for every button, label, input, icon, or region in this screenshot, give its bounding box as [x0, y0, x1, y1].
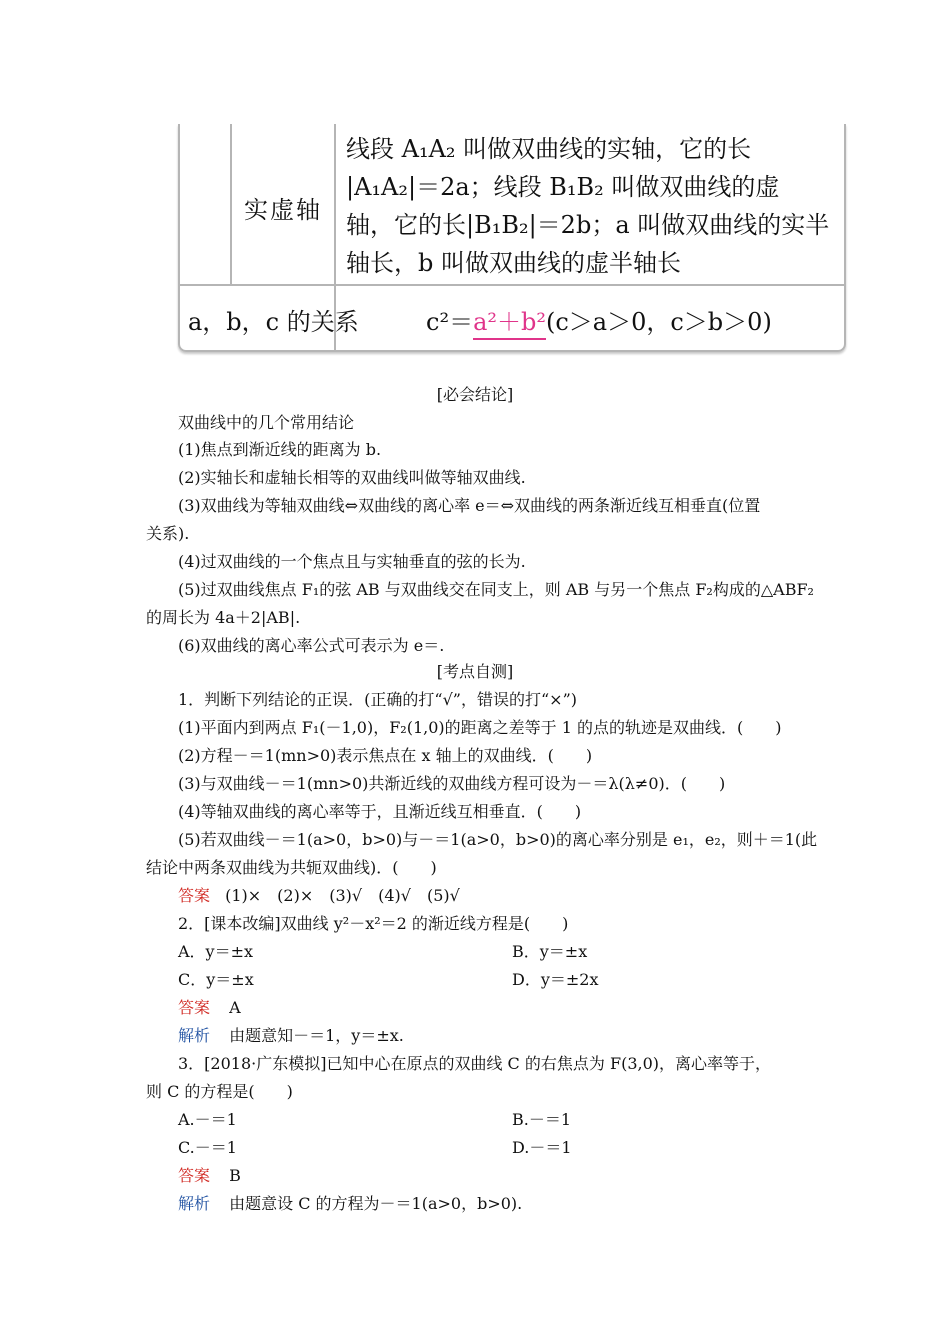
conclusion-item: (4)过双曲线的一个焦点且与实轴垂直的弦的长为.	[178, 552, 526, 571]
question-2-option-b: B．y＝±x	[512, 942, 588, 961]
answer-label: 答案	[178, 1166, 211, 1185]
conclusion-item: (1)焦点到渐近线的距离为 b.	[178, 440, 382, 459]
conclusion-item: 的周长为 4a＋2|AB|.	[146, 608, 301, 627]
question-2-option-c: C．y＝±x	[178, 970, 254, 989]
question-1-answer	[178, 883, 460, 906]
conclusion-item: 关系).	[146, 524, 190, 543]
question-1-item: (4)等轴双曲线的离心率等于，且渐近线互相垂直．( )	[178, 802, 582, 821]
question-1-item: (5)若双曲线－＝1(a>0，b>0)与－＝1(a>0，b>0)的离心率分别是 e₁，e₂，则＋＝1(此	[178, 830, 818, 849]
answer-label: 答案	[178, 886, 211, 905]
question-2-option-d: D．y＝±2x	[512, 970, 599, 989]
question-1-item: 结论中两条双曲线为共轭双曲线)．( )	[146, 858, 437, 877]
conclusion-item: (2)实轴长和虚轴长相等的双曲线叫做等轴双曲线.	[178, 468, 526, 487]
conclusion-item: (3)双曲线为等轴双曲线⇔双曲线的离心率 e＝⇔双曲线的两条渐近线互相垂直(位置	[178, 496, 761, 515]
question-2-analysis	[178, 1023, 404, 1046]
conclusion-item: (5)过双曲线焦点 F₁的弦 AB 与双曲线交在同支上，则 AB 与另一个焦点 F₂构成的△ABF₂	[178, 580, 814, 599]
conclusion-item: (6)双曲线的离心率公式可表示为 e＝.	[178, 636, 445, 655]
question-3-option-a: A.－＝1	[178, 1110, 237, 1129]
analysis-text: 由题意知－＝1，y＝±x.	[229, 1026, 404, 1045]
property-table	[178, 124, 846, 352]
question-2-option-a: A．y＝±x	[178, 942, 254, 961]
row-label-real-imag-axis: 实虚轴	[244, 196, 322, 224]
formula-highlight: a²＋b²	[473, 308, 546, 340]
question-1-item: (1)平面内到两点 F₁(－1,0)，F₂(1,0)的距离之差等于 1 的点的轨迹是双曲线．( )	[178, 718, 782, 737]
question-3-option-b: B.－＝1	[512, 1110, 572, 1129]
formula-c-squared: c²＝	[426, 308, 474, 336]
analysis-label: 解析	[178, 1194, 211, 1213]
analysis-label: 解析	[178, 1026, 211, 1045]
answer-value: A	[229, 998, 241, 1017]
question-2-answer	[178, 995, 241, 1018]
row-label-abc-relation: a，b，c 的关系	[188, 308, 359, 336]
row-text-line-2: |A₁A₂|＝2a；线段 B₁B₂ 叫做双曲线的虚	[346, 173, 780, 201]
table-divider-row	[180, 284, 844, 286]
row-text-line-4: 轴长，b 叫做双曲线的虚半轴长	[346, 249, 681, 277]
question-3-answer	[178, 1163, 241, 1186]
abc-relation-formula	[426, 302, 772, 337]
question-1-item: (2)方程－＝1(mn>0)表示焦点在 x 轴上的双曲线．( )	[178, 746, 593, 765]
formula-condition: (c＞a＞0，c＞b＞0)	[545, 308, 772, 336]
section-heading-conclusions: [必会结论]	[436, 385, 514, 404]
section-heading-selftest: [考点自测]	[436, 662, 514, 681]
question-2-stem: 2．[课本改编]双曲线 y²－x²＝2 的渐近线方程是( )	[178, 914, 569, 933]
row-text-line-1: 线段 A₁A₂ 叫做双曲线的实轴，它的长	[346, 135, 752, 163]
question-3-option-d: D.－＝1	[512, 1138, 572, 1157]
answer-label: 答案	[178, 998, 211, 1017]
question-3-analysis	[178, 1191, 522, 1214]
table-divider-left	[230, 124, 232, 284]
question-3-option-c: C.－＝1	[178, 1138, 237, 1157]
analysis-text: 由题意设 C 的方程为－＝1(a>0，b>0).	[229, 1194, 523, 1213]
question-1-item: (3)与双曲线－＝1(mn>0)共渐近线的双曲线方程可设为－＝λ(λ≠0)．( )	[178, 774, 726, 793]
conclusions-intro: 双曲线中的几个常用结论	[178, 413, 355, 432]
answer-value: B	[229, 1166, 241, 1185]
question-1-stem: 1．判断下列结论的正误．(正确的打“√”，错误的打“×”)	[178, 690, 577, 709]
question-3-stem: 3．[2018·广东模拟]已知中心在原点的双曲线 C 的右焦点为 F(3,0)，离心率等于，	[178, 1054, 772, 1073]
question-3-stem-cont: 则 C 的方程是( )	[146, 1082, 293, 1101]
answer-value: (1)× (2)× (3)√ (4)√ (5)√	[225, 886, 460, 905]
row-text-line-3: 轴，它的长|B₁B₂|＝2b；a 叫做双曲线的实半	[346, 211, 830, 239]
